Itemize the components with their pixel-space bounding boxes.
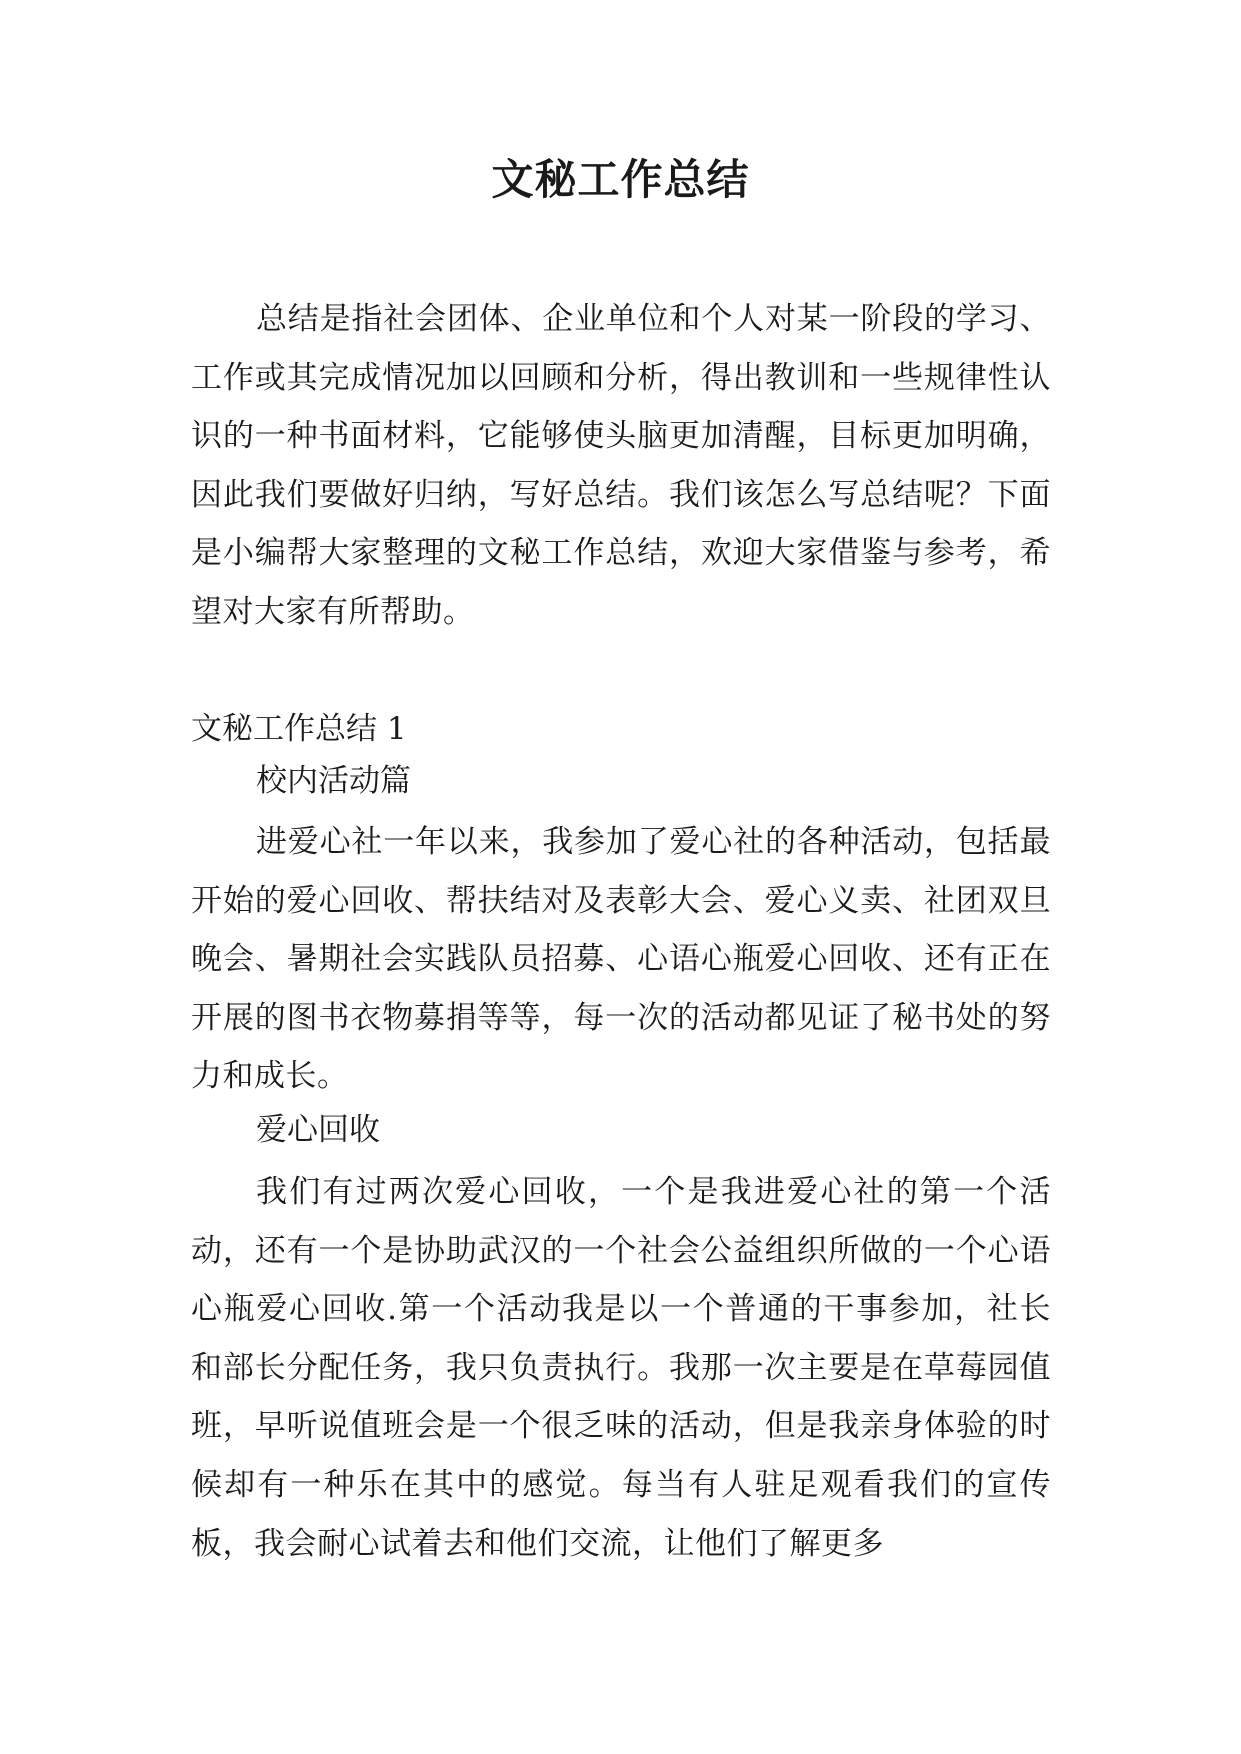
subsection-heading-campus-activities: 校内活动篇	[256, 763, 411, 799]
body-paragraph-1: 进爱心社一年以来，我参加了爱心社的各种活动，包括最开始的爱心回收、帮扶结对及表彰大会、爱心义卖、社团双旦晚会、暑期社会实践队员招募、心语心瓶爱心回收、还有正在开展的图书衣物募捐等等，每一次的活动都见证了秘书处的努力和成长。	[191, 824, 1051, 1095]
section-title: 文秘工作总结 1	[191, 711, 407, 747]
subsection-heading-charity-recycling: 爱心回收	[256, 1112, 380, 1148]
intro-paragraph: 总结是指社会团体、企业单位和个人对某一阶段的学习、工作或其完成情况加以回顾和分析，得出教训和一些规律性认识的一种书面材料，它能够使头脑更加清醒，目标更加明确，因此我们要做好归纳，写好总结。我们该怎么写总结呢？下面是小编帮大家整理的文秘工作总结，欢迎大家借鉴与参考，希望对大家有所帮助。	[191, 301, 1051, 630]
body-paragraph-2: 我们有过两次爱心回收，一个是我进爱心社的第一个活动，还有一个是协助武汉的一个社会公益组织所做的一个心语心瓶爱心回收.第一个活动我是以一个普通的干事参加，社长和部长分配任务，我只负责执行。我那一次主要是在草莓园值班，早听说值班会是一个很乏味的活动，但是我亲身体验的时候却有一种乐在其中的感觉。每当有人驻足观看我们的宣传板，我会耐心试着去和他们交流，让他们了解更多	[191, 1174, 1051, 1562]
document-title: 文秘工作总结	[491, 155, 750, 204]
